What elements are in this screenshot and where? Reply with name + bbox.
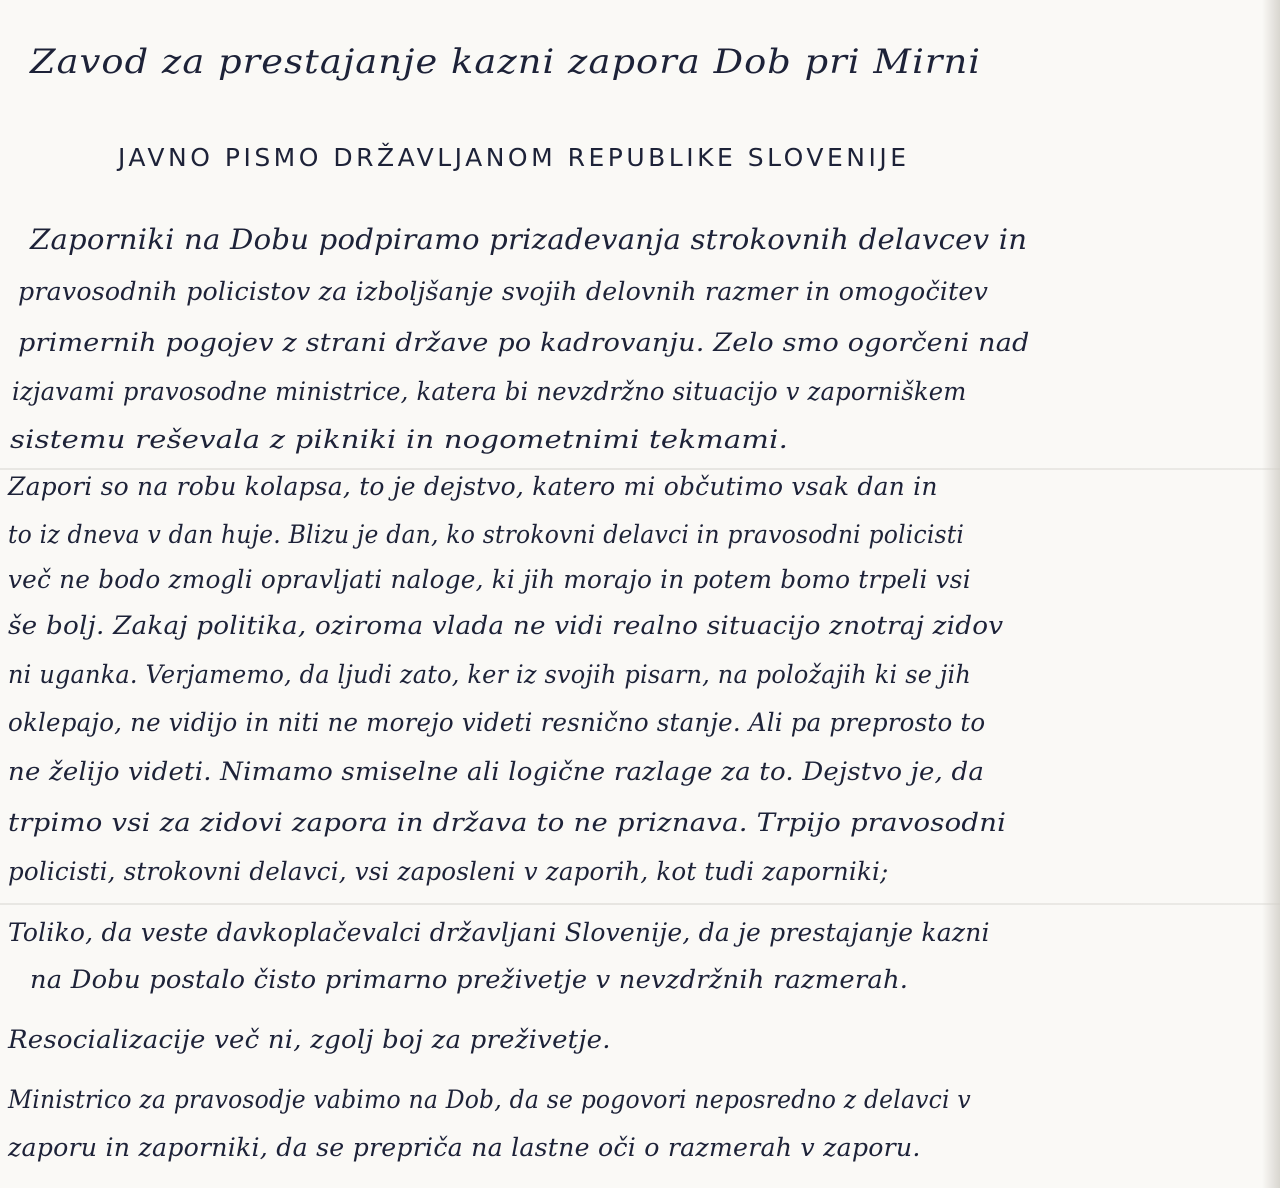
letter-line: sistemu reševala z pikniki in nogometnimi tekmami. xyxy=(10,425,789,454)
letter-line: trpimo vsi za zidovi zapora in država to ne priznava. Trpijo pravosodni xyxy=(8,808,1007,837)
letter-header: Zavod za prestajanje kazni zapora Dob pri Mirni xyxy=(30,42,982,82)
letter-line: oklepajo, ne vidijo in niti ne morejo videti resnično stanje. Ali pa preprosto to xyxy=(8,708,986,737)
letter-title: JAVNO PISMO DRŽAVLJANOM REPUBLIKE SLOVENIJE xyxy=(118,143,910,172)
letter-line: Ministrico za pravosodje vabimo na Dob, da se pogovori neposredno z delavci v xyxy=(8,1085,971,1114)
paper-edge-shadow xyxy=(1262,0,1280,1188)
letter-line: Toliko, da veste davkoplačevalci državljani Slovenije, da je prestajanje kazni xyxy=(8,918,990,947)
letter-line: na Dobu postalo čisto primarno preživetje v nevzdržnih razmerah. xyxy=(30,965,909,994)
letter-line: to iz dneva v dan huje. Blizu je dan, ko strokovni delavci in pravosodni policisti xyxy=(8,520,965,549)
letter-line: Resocializacije več ni, zgolj boj za preživetje. xyxy=(8,1025,611,1054)
paper-fold-line xyxy=(0,903,1280,905)
letter-line: več ne bodo zmogli opravljati naloge, ki jih morajo in potem bomo trpeli vsi xyxy=(8,565,971,594)
paper-fold-line xyxy=(0,468,1280,470)
letter-line: policisti, strokovni delavci, vsi zaposleni v zaporih, kot tudi zaporniki; xyxy=(8,857,889,886)
letter-line: izjavami pravosodne ministrice, katera bi nevzdržno situacijo v zaporniškem xyxy=(12,377,967,406)
letter-line: ne želijo videti. Nimamo smiselne ali logične razlage za to. Dejstvo je, da xyxy=(8,757,985,786)
letter-line: primernih pogojev z strani države po kadrovanju. Zelo smo ogorčeni nad xyxy=(18,328,1030,357)
letter-line: Zapori so na robu kolapsa, to je dejstvo, katero mi občutimo vsak dan in xyxy=(8,472,938,501)
letter-line: Zaporniki na Dobu podpiramo prizadevanja strokovnih delavcev in xyxy=(30,223,1028,256)
letter-line: pravosodnih policistov za izboljšanje svojih delovnih razmer in omogočitev xyxy=(18,277,989,306)
letter-line: zaporu in zaporniki, da se prepriča na lastne oči o razmerah v zaporu. xyxy=(8,1133,921,1162)
letter-line: še bolj. Zakaj politika, oziroma vlada ne vidi realno situacijo znotraj zidov xyxy=(8,611,1004,640)
letter-line: ni uganka. Verjamemo, da ljudi zato, ker iz svojih pisarn, na položajih ki se jih xyxy=(8,660,972,689)
